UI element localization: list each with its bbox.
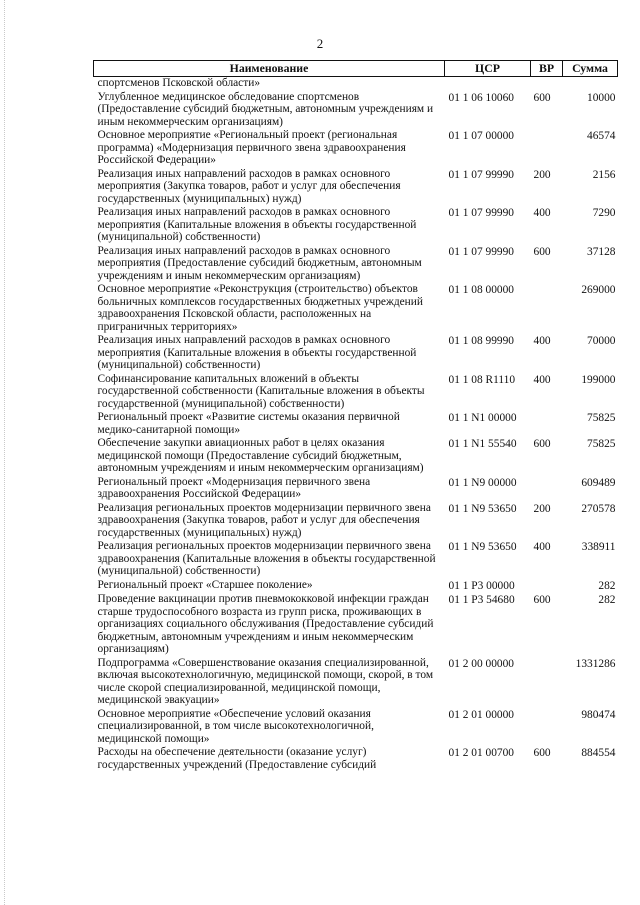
cell-name: спортсменов Псковской области»: [97, 77, 261, 89]
cell-name: Региональный проект «Старшее поколение»: [97, 578, 313, 591]
cell-csr: 01 1 07 99990: [448, 207, 514, 219]
cell-name: Реализация иных направлений расходов в рамках основного мероприятия (Предоставление субсидий бюджетным, автономным учреждениям и иным некоммерческим организациям): [97, 244, 422, 282]
cell-sum: 2156: [592, 168, 616, 181]
table-row: [94, 91, 618, 130]
cell-vr: [531, 411, 563, 437]
page-number: 2: [316, 36, 324, 51]
cell-name: Реализация региональных проектов модернизации первичного звена здравоохранения (Капитальные вложения в объекты государственной (муниципальной) собственности): [97, 540, 436, 577]
table-row: [94, 746, 618, 772]
cell-sum: 609489: [581, 476, 616, 489]
cell-csr: 01 1 N9 53650: [448, 502, 517, 515]
table-row: [94, 437, 618, 476]
cell-sum: 282: [598, 594, 616, 606]
cell-name: Углубленное медицинское обследование спортсменов (Предоставление субсидий бюджетным, автономным учреждениям и иным некоммерческим организациям): [97, 90, 434, 128]
cell-vr: 200: [533, 168, 551, 181]
table-row: [94, 502, 618, 541]
table-row: [94, 579, 618, 594]
cell-csr: 01 1 N9 53650: [448, 541, 517, 553]
cell-csr: 01 1 08 00000: [448, 284, 514, 296]
header-name: Наименование: [94, 61, 445, 77]
header-row: [94, 61, 618, 77]
table-row: [94, 334, 618, 373]
cell-vr: [531, 283, 563, 334]
table-row: [94, 373, 618, 412]
cell-csr: 01 2 01 00700: [448, 747, 514, 759]
cell-name: Реализация иных направлений расходов в рамках основного мероприятия (Капитальные вложения в объекты государственной (муниципальной) собственности): [97, 334, 417, 371]
cell-sum: 884554: [581, 747, 616, 759]
cell-name: Расходы на обеспечение деятельности (оказание услуг) государственных учреждений (Предоставление субсидий: [97, 746, 377, 771]
cell-csr: 01 1 08 99990: [448, 335, 514, 347]
cell-sum: 199000: [581, 373, 616, 386]
cell-sum: 10000: [587, 91, 616, 104]
budget-table: [93, 60, 618, 772]
table-row: [94, 129, 618, 168]
cell-vr: [531, 129, 563, 168]
cell-sum: 1331286: [575, 657, 616, 670]
cell-name: Реализация иных направлений расходов в рамках основного мероприятия (Капитальные вложения в объекты государственной (муниципальной) собственности): [97, 206, 417, 243]
cell-vr: 600: [533, 438, 551, 450]
table-header: [94, 61, 618, 77]
table-body: [94, 77, 618, 773]
cell-csr: 01 1 P3 54680: [448, 594, 515, 606]
cell-csr: 01 2 00 00000: [448, 657, 514, 670]
cell-vr: 400: [533, 541, 551, 553]
cell-vr: [531, 657, 563, 708]
cell-sum: 37128: [587, 245, 616, 258]
cell-vr: 600: [533, 91, 551, 104]
cell-sum: 270578: [581, 502, 616, 515]
cell-sum: 980474: [581, 708, 616, 721]
cell-sum: 70000: [587, 335, 616, 347]
table-row: [94, 411, 618, 437]
cell-vr: [531, 579, 563, 594]
cell-vr: 600: [533, 594, 551, 606]
table-row: [94, 206, 618, 245]
cell-csr: 01 1 N9 00000: [448, 476, 517, 489]
table-row: [94, 476, 618, 502]
cell-vr: 400: [533, 335, 551, 347]
cell-csr: [445, 77, 531, 91]
cell-vr: 600: [533, 245, 551, 258]
cell-sum: 282: [598, 579, 616, 592]
table-row: [94, 593, 618, 657]
cell-name: Основное мероприятие «Реконструкция (строительство) объектов больничных комплексов государственных бюджетных учреждений здравоохранения Псковской области, расположенных на приграничных территориях»: [97, 283, 423, 333]
cell-name: Региональный проект «Модернизация первичного звена здравоохранения Российской Федерации»: [97, 475, 371, 500]
cell-name: Региональный проект «Развитие системы оказания первичной медико-санитарной помощи»: [97, 411, 400, 436]
cell-vr: 200: [533, 502, 551, 515]
header-csr: ЦСР: [445, 61, 531, 77]
table-row: [94, 708, 618, 747]
cell-vr: [531, 476, 563, 502]
header-sum: Сумма: [563, 61, 618, 77]
cell-name: Обеспечение закупки авиационных работ в целях оказания медицинской помощи (Предоставление субсидий бюджетным, автономным учреждениям и иным некоммерческим организациям): [97, 437, 424, 474]
cell-name: Основное мероприятие «Обеспечение условий оказания специализированной, в том числе высокотехнологичной, медицинской помощи»: [97, 707, 374, 745]
cell-csr: 01 1 07 99990: [448, 245, 514, 258]
cell-sum: 7290: [592, 207, 616, 219]
table-row: [94, 77, 618, 91]
cell-name: Основное мероприятие «Региональный проект (региональная программа) «Модернизация первичного звена здравоохранения Российской Федерации»: [97, 129, 406, 166]
cell-sum: [563, 77, 618, 91]
cell-sum: 75825: [587, 438, 616, 450]
cell-csr: 01 1 07 99990: [448, 168, 514, 181]
cell-name: Подпрограмма «Совершенствование оказания специализированной, включая высокотехнологичную, медицинской помощи, скорой, в том числе скорой специализированной, медицинской помощи, медицинской эвакуации»: [97, 656, 434, 706]
cell-vr: [531, 77, 563, 91]
cell-sum: 46574: [587, 130, 616, 142]
cell-vr: 400: [533, 207, 551, 219]
table-row: [94, 245, 618, 284]
cell-sum: 75825: [587, 412, 616, 424]
cell-csr: 01 1 07 00000: [448, 130, 514, 142]
cell-csr: 01 2 01 00000: [448, 708, 514, 721]
table-row: [94, 657, 618, 708]
cell-csr: 01 1 06 10060: [448, 91, 514, 104]
cell-sum: 338911: [581, 541, 616, 553]
cell-csr: 01 1 N1 55540: [448, 438, 517, 450]
table-row: [94, 168, 618, 207]
header-vr: ВР: [531, 61, 563, 77]
cell-vr: [531, 708, 563, 747]
table-row: [94, 283, 618, 334]
cell-vr: 600: [533, 747, 551, 759]
cell-name: Реализация региональных проектов модернизации первичного звена здравоохранения (Закупка товаров, работ и услуг для обеспечения государственных (муниципальных) нужд): [97, 501, 431, 539]
cell-name: Проведение вакцинации против пневмококковой инфекции граждан старше трудоспособного возраста из групп риска, проживающих в организациях социального обслуживания (Предоставление субсидий бюджетным, автономным учреждениям и иным некоммерческим организациям): [97, 593, 434, 655]
cell-sum: 269000: [581, 284, 616, 296]
cell-name: Реализация иных направлений расходов в рамках основного мероприятия (Закупка товаров, работ и услуг для обеспечения государственных (муниципальных) нужд): [97, 167, 401, 205]
table-row: [94, 540, 618, 579]
page-edge-line: [4, 0, 6, 905]
cell-vr: 400: [533, 373, 551, 386]
cell-name: Софинансирование капитальных вложений в объекты государственной собственности (Капитальные вложения в объекты государственной (муниципальной) собственности): [97, 372, 425, 410]
cell-csr: 01 1 08 R1110: [448, 373, 516, 386]
cell-csr: 01 1 P3 00000: [448, 579, 515, 592]
cell-csr: 01 1 N1 00000: [448, 412, 517, 424]
